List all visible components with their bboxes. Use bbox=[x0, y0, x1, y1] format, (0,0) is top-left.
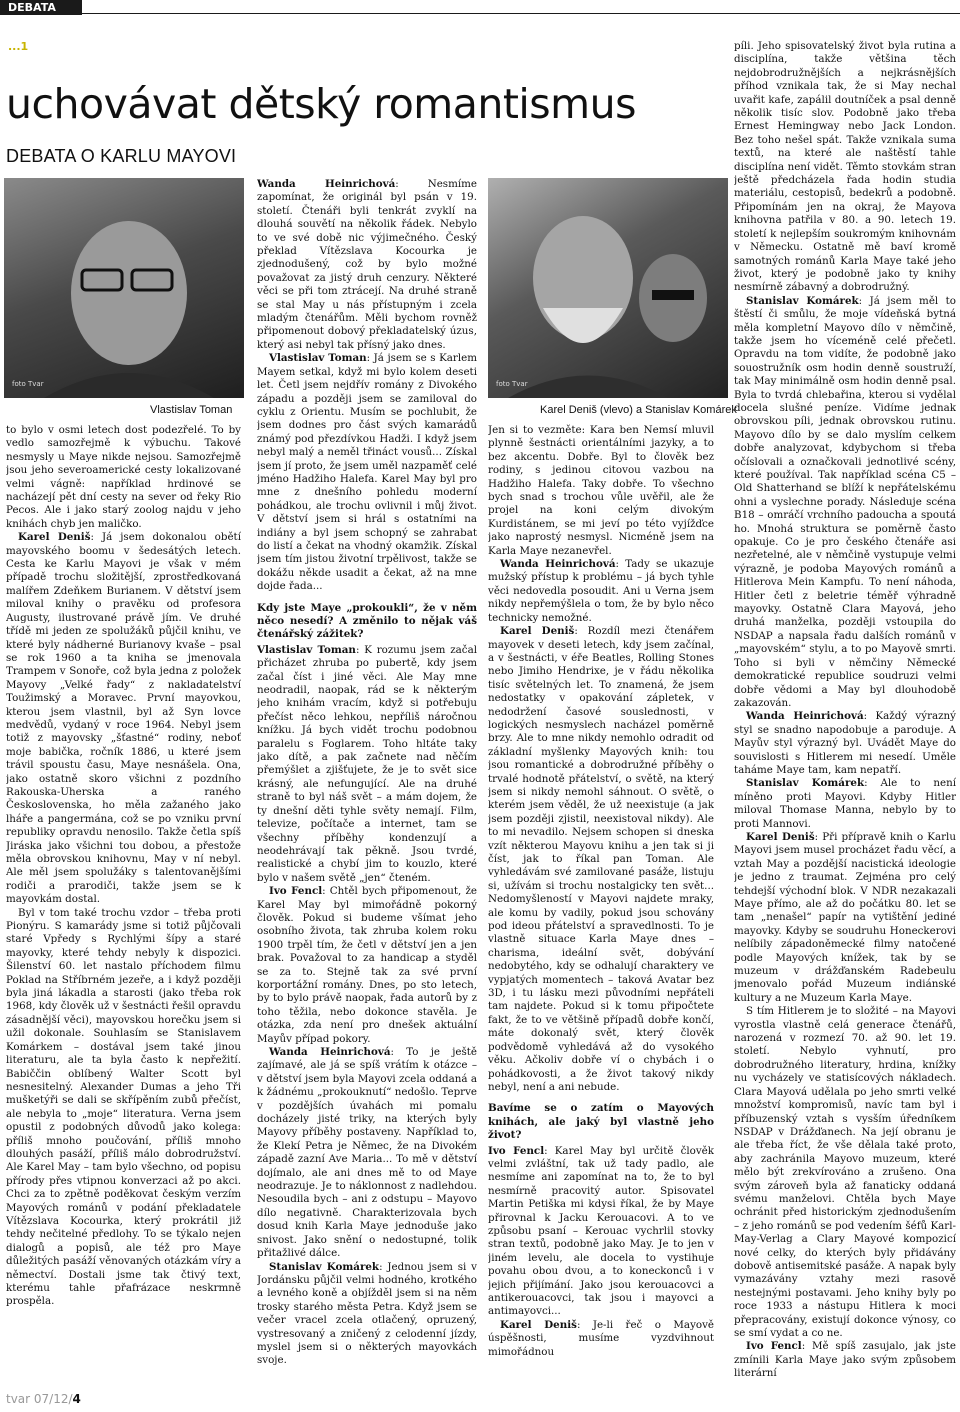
paragraph bbox=[488, 1145, 714, 1319]
paragraph bbox=[734, 831, 956, 1005]
paragraph bbox=[6, 424, 241, 531]
paragraph bbox=[734, 777, 956, 831]
paragraph bbox=[734, 40, 956, 295]
speaker-name: Wanda Heinrichová bbox=[257, 178, 396, 190]
portrait-illustration bbox=[4, 178, 244, 398]
paragraph bbox=[734, 710, 956, 777]
paragraph-text: : Rozdíl mezi čtenářem mayovek v deseti letech, kdy jsem začínal, a v šestnácti, v éře Beatles, Rolling Stones nebo Jimiho Hendrixe, je v řádu několika tisíc světelných let. To znamená, že jsem nedostatky v opakování zápletek, v nedodržení časové souslednosti, v logických nesmyslech nacházel poměrně brzy. Ale to mne nikdy nemohlo odradit od základní myšlenky Mayových knih: tou jsou romantické a dobrodružné příběhy o trvalé hodnotě přátelství, o světě, na který jsem si nikdy nemohl sáhnout. O světě, o kterém jsem věděl, že už neexistuje (a jak jsem později zjistil, neexistoval nikdy). Ale to mi nevadilo. Nejsem schopen si dneska vzít některou Mayovu knihu a jen tak si ji číst, jak to říkal pan Toman. Ale vyhledávám své zamilované pasáže, listuju si, užívám si trochu nostalgicky ten svět... Nedomyšleností v Mayovi najdete mraky, ale komu by vadily, pokud jsou schovány pod ideou přátelství a spravedlnosti. To je vlastně situace Karla Maye dnes – charisma, ideální svět, dobývání nedobytého, kdy se odhalují charaktery ve vypjatých momentech – taková Avatar bez 3D, i tu lásku mezi původními nepřáteli tam najdete. Pokud si k tomu připočtete fakt, že to ve většině případů dobře končí, máte dokonalý svět, který člověk podvědomě vyhledává až do vysokého věku. Ačkoliv dobře ví o chybách i o pohádkovosti, a že život takový nikdy nebyl, není a ani nebude. bbox=[488, 625, 714, 1093]
interview-question: Kdy jste Maye „prokoukli“, že v něm něco nesedí? A změnilo to nějak váš čtenářský zážitek? bbox=[257, 601, 477, 641]
text-column-1 bbox=[6, 424, 241, 1382]
paragraph bbox=[257, 352, 477, 593]
speaker-name: Ivo Fencl bbox=[746, 1340, 802, 1353]
subhead: DEBATA O KARLU MAYOVI bbox=[6, 146, 237, 166]
paragraph-text: : Tady se ukazuje mužský přístup k problému – já bych tyhle věci nedovedla posoudit. Ani u Verna jsem nikdy nepřemýšlela o tom, že by bylo něco technicky nemožné. bbox=[488, 558, 714, 624]
paragraph-text: : Mě spíš zasujalo, jak jste zmínili Karla Maye jako svým způsobem literární bbox=[734, 1340, 956, 1380]
speaker-name: Karel Deniš bbox=[746, 830, 815, 843]
paragraph bbox=[488, 1319, 714, 1359]
photo-credit: foto Tvar bbox=[12, 380, 44, 388]
section-bar bbox=[0, 0, 960, 15]
paragraph-text: to bylo v osmi letech dost podezřelé. To by vedlo samozřejmě k výbuchu. Takové nesmysly u Maye nikde nejsou. Samozřejmě jsou jeho severoamerické cesty lokalizované velmi vágně: například hrdinové se nacházejí pět dní cesty na sever od řeky Rio Pecos. Ale i jako starý zoolog najdu v jeho knihách chyb jen maličko. bbox=[6, 424, 241, 530]
paragraph bbox=[257, 1261, 477, 1368]
page-footer bbox=[6, 1392, 81, 1406]
text-column-2 bbox=[257, 178, 477, 1382]
photo-credit: foto Tvar bbox=[496, 380, 528, 388]
paragraph bbox=[488, 424, 714, 558]
magazine-issue: tvar 07/12/ bbox=[6, 1392, 73, 1406]
speaker-name: Vlastislav Toman bbox=[257, 643, 356, 656]
paragraph bbox=[488, 625, 714, 1094]
paragraph-text: : Nesmíme zapomínat, že originál byl psán v 19. století. Čtenáři byli tenkrát zvyklí na dlouhá souvětí na několik řádek. Nebylo to ve své době nic výjimečného. Český překlad Vítězslava Kocourka je zjednodušený, což by bylo možné považovat za jistý druh cenzury. Některé věci se při tom ztrácejí. Na druhé straně se stal May u nás přístupným i zcela mladým čtenářům. Měli bychom rovněž připomenout dobový překladatelský úzus, který asi nebyl tak přísný jako dnes. bbox=[257, 178, 477, 351]
section-label: DEBATA bbox=[0, 0, 82, 15]
paragraph-text: píli. Jeho spisovatelský život byla rutina a disciplína, takže většina těch nejdobrodružnějších a nejkrásnějších příhod vznikala tak, že si May nechal uvařit kafe, zapálil doutníček a psal denně několik tisíc slov. Podobně jako třeba Ernest Hemingway nebo Jack London. Bez toho nešel spát. Takže vznikala suma textů, na které ale naštěstí tahle disciplína není vidět. Těmto stovkám stran ještě předcházela řada hodin studia materiálu, cestopisů, bedekrů a podobně. Připomínám jen na okraj, že Mayova knihovna patřila v 80. a 90. letech 19. století k nejlepším soukromým knihovnám v Německu. Ostatně mě baví kromě samotných románů Karla Maye také jeho život, který je podobně jako ty knihy nesmírně zábavný a dobrodružný. bbox=[734, 40, 956, 294]
speaker-name: Stanislav Komárek bbox=[746, 294, 859, 307]
speaker-name: Ivo Fencl bbox=[269, 885, 323, 898]
interview-question: Bavíme se o zatím o Mayových knihách, ale jaký byl vlastně jeho život? bbox=[488, 1102, 714, 1142]
speaker-name: Wanda Heinrichová bbox=[746, 710, 864, 723]
speaker-name: Vlastislav Toman bbox=[269, 352, 367, 365]
continued-mark: ...1 bbox=[8, 40, 29, 53]
paragraph-text: : Chtěl bych připomenout, že Karel May byl mimořádně pokorný člověk. Pokud si budeme všímat jeho osobního života, tak zhruba kolem roku 1900 trpěl tím, že četl v dětství jen a jen brak. Považoval to za handicap a styděl se za to. Stejně tak za své první korportážní romány. Dnes, po sto letech, by to bylo právě naopak, řada autorů by z toho těžila, nebo dokonce stavěla. Je otázka, zda není pro dnešek aktuální Mayův případ pokory. bbox=[257, 885, 477, 1045]
paragraph bbox=[257, 644, 477, 885]
paragraph-text: S tím Hitlerem je to složité – na Mayovi vyrostla vlastně celá generace čtenářů, narozená v rozmezí 70. až 90. let 19. století. Nebylo vyhnutí, pro dobrodružného literatury, hrdina, knížky nu vycházely ve statisícových nákladech. Clara Mayová udělala po jeho smrti velké množství kompromisů, navíc tam byl i příbuzenský vztah s vysším úředníkem NSDAP v Drážďanech. Na její obranu je ale třeba říct, že vše dělala také proto, aby zachránila Mayovo muzeum, které mělo být zrekvírováno a zrušeno. Ona svým zároveň byla až fanaticky oddaná svému manželovi. Chtěla bych Maye ochránit před historickým zjednodušením – z jeho románů se pod vedením šéfů Karl-May-Verlag a Clary Mayové kompozicí nové celky, do kterých byly přidávány dobově antisemitské pasáže. A napak byly vymazávány vztahy mezi rasově nestejnými postavami. Jeho knihy byly po roce 1933 a nástupu Hitlera k moci přepracovány, existují dokonce výnosy, co se smí vydat a co ne. bbox=[734, 1005, 956, 1339]
text-column-3 bbox=[488, 424, 714, 1382]
paragraph-text: : Ale to není míněno proti Mayovi. Kdyby Hitler miloval Thomase Manna, nebylo by to proti Mannovi. bbox=[734, 777, 956, 830]
photo-vlastislav-toman bbox=[4, 178, 244, 398]
paragraph bbox=[734, 295, 956, 711]
paragraph-text: : K rozumu jsem začal přicházet zhruba po pubertě, kdy jsem začal číst i jiné věci. Ale May mne neodradil, naopak, rád se k některým jeho knihám vracím, když si potřebuju přečíst něco lehkou, nepříliš náročnou knížku. Já bych vidět trochu podobnou paralelu s Foglarem. Toho hltáte taky jako dítě, a pak začnete nad něčím přemýšlet a zjišťujete, že je to svět sice krásný, ale nefungující. Ale na druhé straně to byl náš svět – a mám dojem, že ty dnešní děti tyhle světy nemají. Film, televize, počítače a internet, tam se všechny příběhy kondenzují a neodehrávají tak pěkně. Jsou tvrdé, realistické a chybí jim to kouzlo, které bylo v našem světě „jen“ čteném. bbox=[257, 643, 477, 884]
paragraph-text: : Každý výrazný styl se snadno napodobuje a paroduje. A Mayův styl výrazný byl. Uvádět Maye do souvislosti s Hitlerem mi nesedí. Uměle taháme Maye tam, kam nepatří. bbox=[734, 710, 956, 776]
paragraph bbox=[734, 1340, 956, 1380]
paragraph bbox=[734, 1005, 956, 1340]
paragraph-text: : Při přípravě knih o Karlu Mayovi jsem musel procházet řadu věcí, a vztah May a pozdější nacistická ideologie je jedno z traumat. Zejména pro celý tehdejší východní blok. V NDR nezakazali Maye přímo, ale až do počátku 80. let se tam „nenašel“ papír na vytištění jediné mayovky. Kdyby se soudruhu Honeckerovi nelíbily západoněmecké filmy natočené podle Mayových knížek, tak by se muzeum v drážďanském Radebeulu jmenovalo pořád Muzeum indiánské kultury a ne Muzeum Karla Maye. bbox=[734, 830, 956, 1004]
speaker-name: Wanda Heinrichová bbox=[269, 1046, 391, 1058]
speaker-name: Stanislav Komárek bbox=[746, 777, 865, 790]
speaker-name: Karel Deniš bbox=[500, 625, 575, 638]
speaker-name: Stanislav Komárek bbox=[269, 1260, 380, 1273]
paragraph-text: : Jednou jsem si v Jordánsku půjčil velmi hodného, krotkého a levného koně a objížděl jsem si na něm trosky starého města Petra. Když jsem se večer vracel zcela otlačený, opruzený, vystresovaný a zničený z celodenní jízdy, myslel jsem si o některých mayovkách svoje. bbox=[257, 1260, 477, 1367]
paragraph bbox=[257, 178, 477, 352]
photo-caption: Karel Deniš (vlevo) a Stanislav Komárek bbox=[540, 404, 737, 416]
paragraph-text: : Já jsem měl to štěstí či smůlu, že moje vídeňská bytná měla kompletní Mayovo dílo v němčině, takže jsem ho víceméně celé přečetl. Opravdu na tom vidíte, že podobně jako souostružník osm hodin denně soustruží, tak May minimálně osm hodin denně psal. Byla to tvrdá chlebařina, kterou si vydělal docela slušné peníze. Vidíme jednak obrovskou píli, jednak obrovskou rutinu. Mayovo dílo by se dalo myslím celkem dobře analyzovat, kdybychom si třeba očíslovali a označkovali jednotlivé scény, které používal. Tak například scéna C5 – Old Shatterhand se blíží k nepřátelskému ohni a vyslechne porady. Následuje scéna B18 – omráčí vrchního padoucha a spoutá ho. Mnohá struktura se poměrně často opakuje. Co je pro českého čtenáře asi nezřetelné, ale v němčině vystupuje velmi výrazně, je podoba Mayových románů a Hitlerova Mein Kampfu. To není náhoda, Hitler četl z beletrie téměř výhradně mayovky. Ostatně Clara Mayová, jeho druhá manželka, později vstoupila do NSDAP a napsala řadu dalších románů v „mayovském“ stylu, a to po Mayově smrti. Toho si byli v němčiny Německé demokratické republice soudruzi velmi dobře vědomi a May byl dlouhodobě zakazován. bbox=[734, 294, 956, 709]
paragraph-text: : To je ještě zajímavé, ale já se spíš vrátím k otázce – v dětství jsem byla Mayovi zcela oddaná a k žádnému „prokouknutí“ nedošlo. Teprve v pozdějších úvahách mi pomalu docházely jisté triky, na kterých byly Mayovy příběhy postaveny. Například to, že Klekí Petra je Němec, že na Divokém západě zazní Ave Maria... To mě v dětství dojímalo, ale ani dnes mě to od Maye neodrazuje. Je to náklonnost z nadlehdou. Nesoudila bych – ani z odstupu – Mayovo dílo negativně. Charakterizovala bych dosud knih Karla Maye jednoduše jako snivost. Jako snění o nedostupné, tolik přitažlivé dálce. bbox=[257, 1046, 477, 1260]
headline: uchovávat dětský romantismus bbox=[6, 80, 636, 128]
paragraph-text: : Já jsem se s Karlem Mayem setkal, když mi bylo kolem deseti let. Četl jsem nejdřív romány z Divokého západu a později jsem se zamiloval do cyklu z Orientu. Musím se pochlubit, že jsem dodnes pro část svých kamarádů známý pod přezdívkou Hadži. I když jsem nebyl malý a neměl třináct vousů... Získal jsem jí proto, že jsem uměl nazpaměť celé jméno Hadžiho Halefa. Karel May byl pro mne z dnešního pohledu moderní pohádkou, ale trochu ovlivnil i můj život. V dětství jsem si hrál s ostatními na indiány a byl jsem schopný se zahrabat do listí a čekat na vhodný okamžik. Získal jsem tím jistou životní trpělivost, takže se dokážu někde usadit a čekat, až na mne dojde řada... bbox=[257, 352, 477, 593]
speaker-name: Karel Deniš bbox=[18, 531, 91, 544]
speaker-name: Wanda Heinrichová bbox=[500, 558, 616, 571]
paragraph-text: Jen si to vezměte: Kara ben Nemsí mluvil plynně šestnácti orientálními jazyky, a to bez akcentu. Dobře. Byl to člověk bez rodiny, s jedinou citovou vazbou na Hadžiho Halefa. Taky dobře. To všechno bych snad s trochou vůle uvěřil, ale že projel na koni celým divokým Kurdistánem, se mi jeví po této vyjížďce jako naprostý nesmysl. Nicméně jsem na Karla Maye nezanevřel. bbox=[488, 424, 714, 557]
paragraph-text: Byl v tom také trochu vzdor – třeba proti Pionýru. S kamarády jsme si totiž půjčovali staré Vpředy s Rychlými šípy a staré mayovky, které tehdy nebyly k dispozici. Šilenství 60. let nastalo příchodem filmu Poklad na Stříbrném jezeře, a i když později byla jiná lákadla a starosti (jako třeba rok 1968, kdy člověk už v šestnácti řešil opravdu zásadnější věci), mayovskou horečku jsem si užil dokonale. Souhlasím se Stanislavem Komárkem – dostával jsem také jinou literaturu, ale ta byla často k nepřežití. Babiččin oblíbený Walter Scott byl nesnesitelný. Alexander Dumas a jeho Tři mušketýři se dali se skřípěním zubů přečíst, ale nebyla to „moje“ literatura. Verna jsem opustil z podobných důvodů jako kolega: příliš mnoho poučování, příliš mnoho dlouhých pasáží, příliš málo dobrodružství. Ale Karel May – tam bylo všechno, od popisu přírody přes vtipnou konverzaci až po akci. Chci za to zpětně poděkovat českým verzím Mayových románů v podání překladatele Vítězslava Kocourka, který prokrátil již tehdy nečitelné předlohy. To se týkalo nejen dialogů a popisů, ale též pro Maye důležitých pasáží věnovaných otázkám víry a němectví. Dostali jsme tak čtivý text, kterému tahle přafrázace neskrmně prospěla. bbox=[6, 906, 241, 1308]
photo-denis-komarek bbox=[488, 178, 728, 398]
speaker-name: Karel Deniš bbox=[500, 1318, 577, 1331]
portrait-illustration bbox=[488, 178, 728, 398]
paragraph-text: : Je-li řeč o Mayově úspěšnosti, musíme vyzdvihnout mimořádnou bbox=[488, 1318, 714, 1358]
paragraph bbox=[488, 558, 714, 625]
paragraph-text: : Karel May byl určitě člověk velmi zvláštní, tak už tady padlo, ale nesmíme ani zapomínat na to, že to byl nesmírně pracovitý autor. Spisovatel Martin Petiška mi kdysi říkal, že by Maye přirovnal k Jacku Kerouacovi. A to ve způsobu psaní – Kerouac vychrlil stovky stran textů, podobně jako May. Je to jen v jiném levelu, ale docela to vystihuje povahu obou dvou, a to koneckonců i v jejich přijímání. Jako jsou kerouacovci a antikerouacovci, tak jsou i mayovci a antimayovci... bbox=[488, 1144, 714, 1318]
paragraph bbox=[257, 1046, 477, 1261]
section-rule bbox=[74, 13, 960, 14]
paragraph bbox=[6, 531, 241, 906]
page-number: 4 bbox=[72, 1392, 81, 1406]
paragraph-text: : Já jsem dokonalou obětí mayovského boomu v šedesátých letech. Cesta ke Karlu Mayovi je však v mém případě trochu složitější, zprostředkovaná malířem Zdeňkem Burianem. V dětství jsem miloval knihy o pravěku od profesora Augusty, ilustrované právě jím. Ve druhé třídě mi jeden ze spolužáků půjčil knihu, ve které byly nádherné Burianovy kvaše – psal se rok 1960 a ta kniha se jmenovala Trampem v Sonoře, což byla jedna z položek Mayovy „Velké řady“ z nakladatelství Toužimský a Moravec. První mayovkou, kterou jsem vlastnil, byl až Syn lovce medvědů, vydaný v roce 1964. Nebyl jsem totiž z mayovsky „šťastné“ rodiny, neboť moje babička, ročník 1886, u které jsem trávil spoustu času, Maye nesnášela. Ona, jako ostatně skoro všichni z pozdního Rakouska-Uherska a raného Československa, ho měla zažaného jako lháře a pangermána, což se po vzniku první republiky opravdu nenosilo. Takže četla spíš Jiráska jako všichni tou dobou, a přestože měla obrovskou knihovnu, May v ní nebyl. Ale měl jsem spolužáky s talentovanějšími rodiči a prarodiči, takže jsem se k mayovkám dostal. bbox=[6, 531, 241, 906]
speaker-name: Ivo Fencl bbox=[488, 1144, 545, 1157]
paragraph bbox=[6, 907, 241, 1309]
paragraph bbox=[257, 885, 477, 1046]
photo-caption: Vlastislav Toman bbox=[150, 404, 233, 416]
text-column-4 bbox=[734, 40, 956, 1382]
